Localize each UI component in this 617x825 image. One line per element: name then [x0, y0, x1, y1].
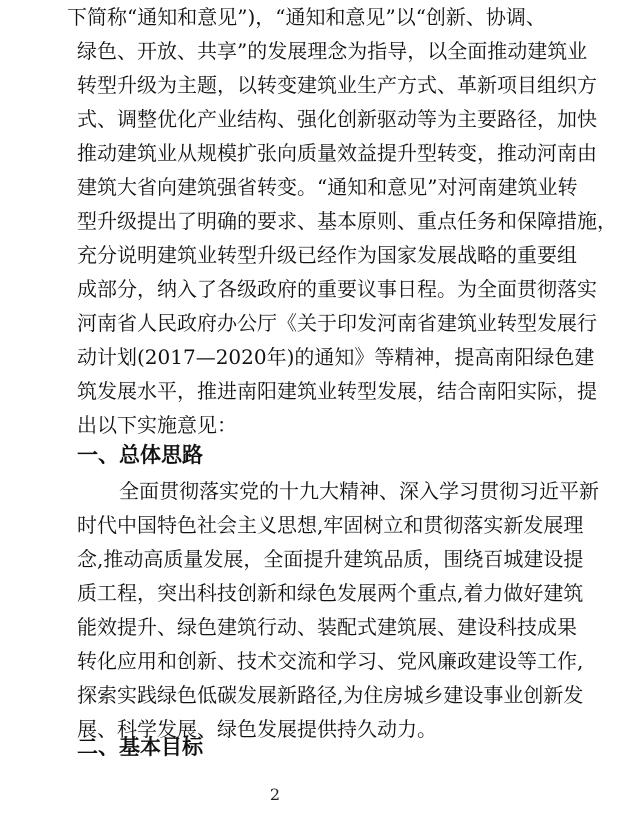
text-line: 成部分，纳入了各级政府的重要议事日程。为全面贯彻落实 — [77, 277, 597, 301]
text-line: 式、调整优化产业结构、强化创新驱动等为主要路径，加快 — [77, 107, 597, 131]
text-line: 念,推动高质量发展，全面提升建筑品质，围绕百城建设提 — [77, 547, 584, 571]
section-heading-basic-goals: 二、基本目标 — [77, 735, 203, 759]
text-line: 转型升级为主题，以转变建筑业生产方式、革新项目组织方 — [77, 73, 597, 97]
text-line: 绿色、开放、共享”的发展理念为指导，以全面推动建筑业 — [77, 39, 588, 63]
text-line: 质工程，突出科技创新和绿色发展两个重点,着力做好建筑 — [77, 581, 584, 605]
text-line: 转化应用和创新、技术交流和学习、党风廉政建设等工作, — [77, 649, 584, 673]
page-number: 2 — [269, 785, 281, 804]
text-line: 探索实践绿色低碳发展新路径,为住房城乡建设事业创新发 — [77, 683, 584, 707]
text-line: 出以下实施意见： — [77, 413, 237, 437]
text-line: 筑发展水平，推进南阳建筑业转型发展，结合南阳实际，提 — [77, 379, 597, 403]
text-line: 充分说明建筑业转型升级已经作为国家发展战略的重要组 — [77, 243, 577, 267]
text-line: 下简称“通知和意见”)，“通知和意见”以“创新、协调、 — [67, 5, 546, 29]
text-line: 河南省人民政府办公厅《关于印发河南省建筑业转型发展行 — [77, 311, 597, 335]
text-line: 展、科学发展、绿色发展提供持久动力。 — [77, 717, 437, 741]
text-line: 型升级提出了明确的要求、基本原则、重点任务和保障措施， — [77, 209, 617, 233]
text-line: 全面贯彻落实党的十九大精神、深入学习贯彻习近平新 — [119, 479, 599, 503]
text-line: 时代中国特色社会主义思想,牢固树立和贯彻落实新发展理 — [77, 513, 584, 537]
section-heading-overall-approach: 一、总体思路 — [77, 443, 203, 467]
text-line: 能效提升、绿色建筑行动、装配式建筑展、建设科技成果 — [77, 615, 577, 639]
text-line: 动计划(2017—2020年)的通知》等精神，提高南阳绿色建 — [77, 345, 595, 369]
intro-paragraph — [67, 0, 617, 442]
text-line: 建筑大省向建筑强省转变。“通知和意见”对河南建筑业转 — [77, 175, 578, 199]
text-line: 推动建筑业从规模扩张向质量效益提升型转变，推动河南由 — [77, 141, 597, 165]
section-1-paragraph — [77, 474, 599, 746]
